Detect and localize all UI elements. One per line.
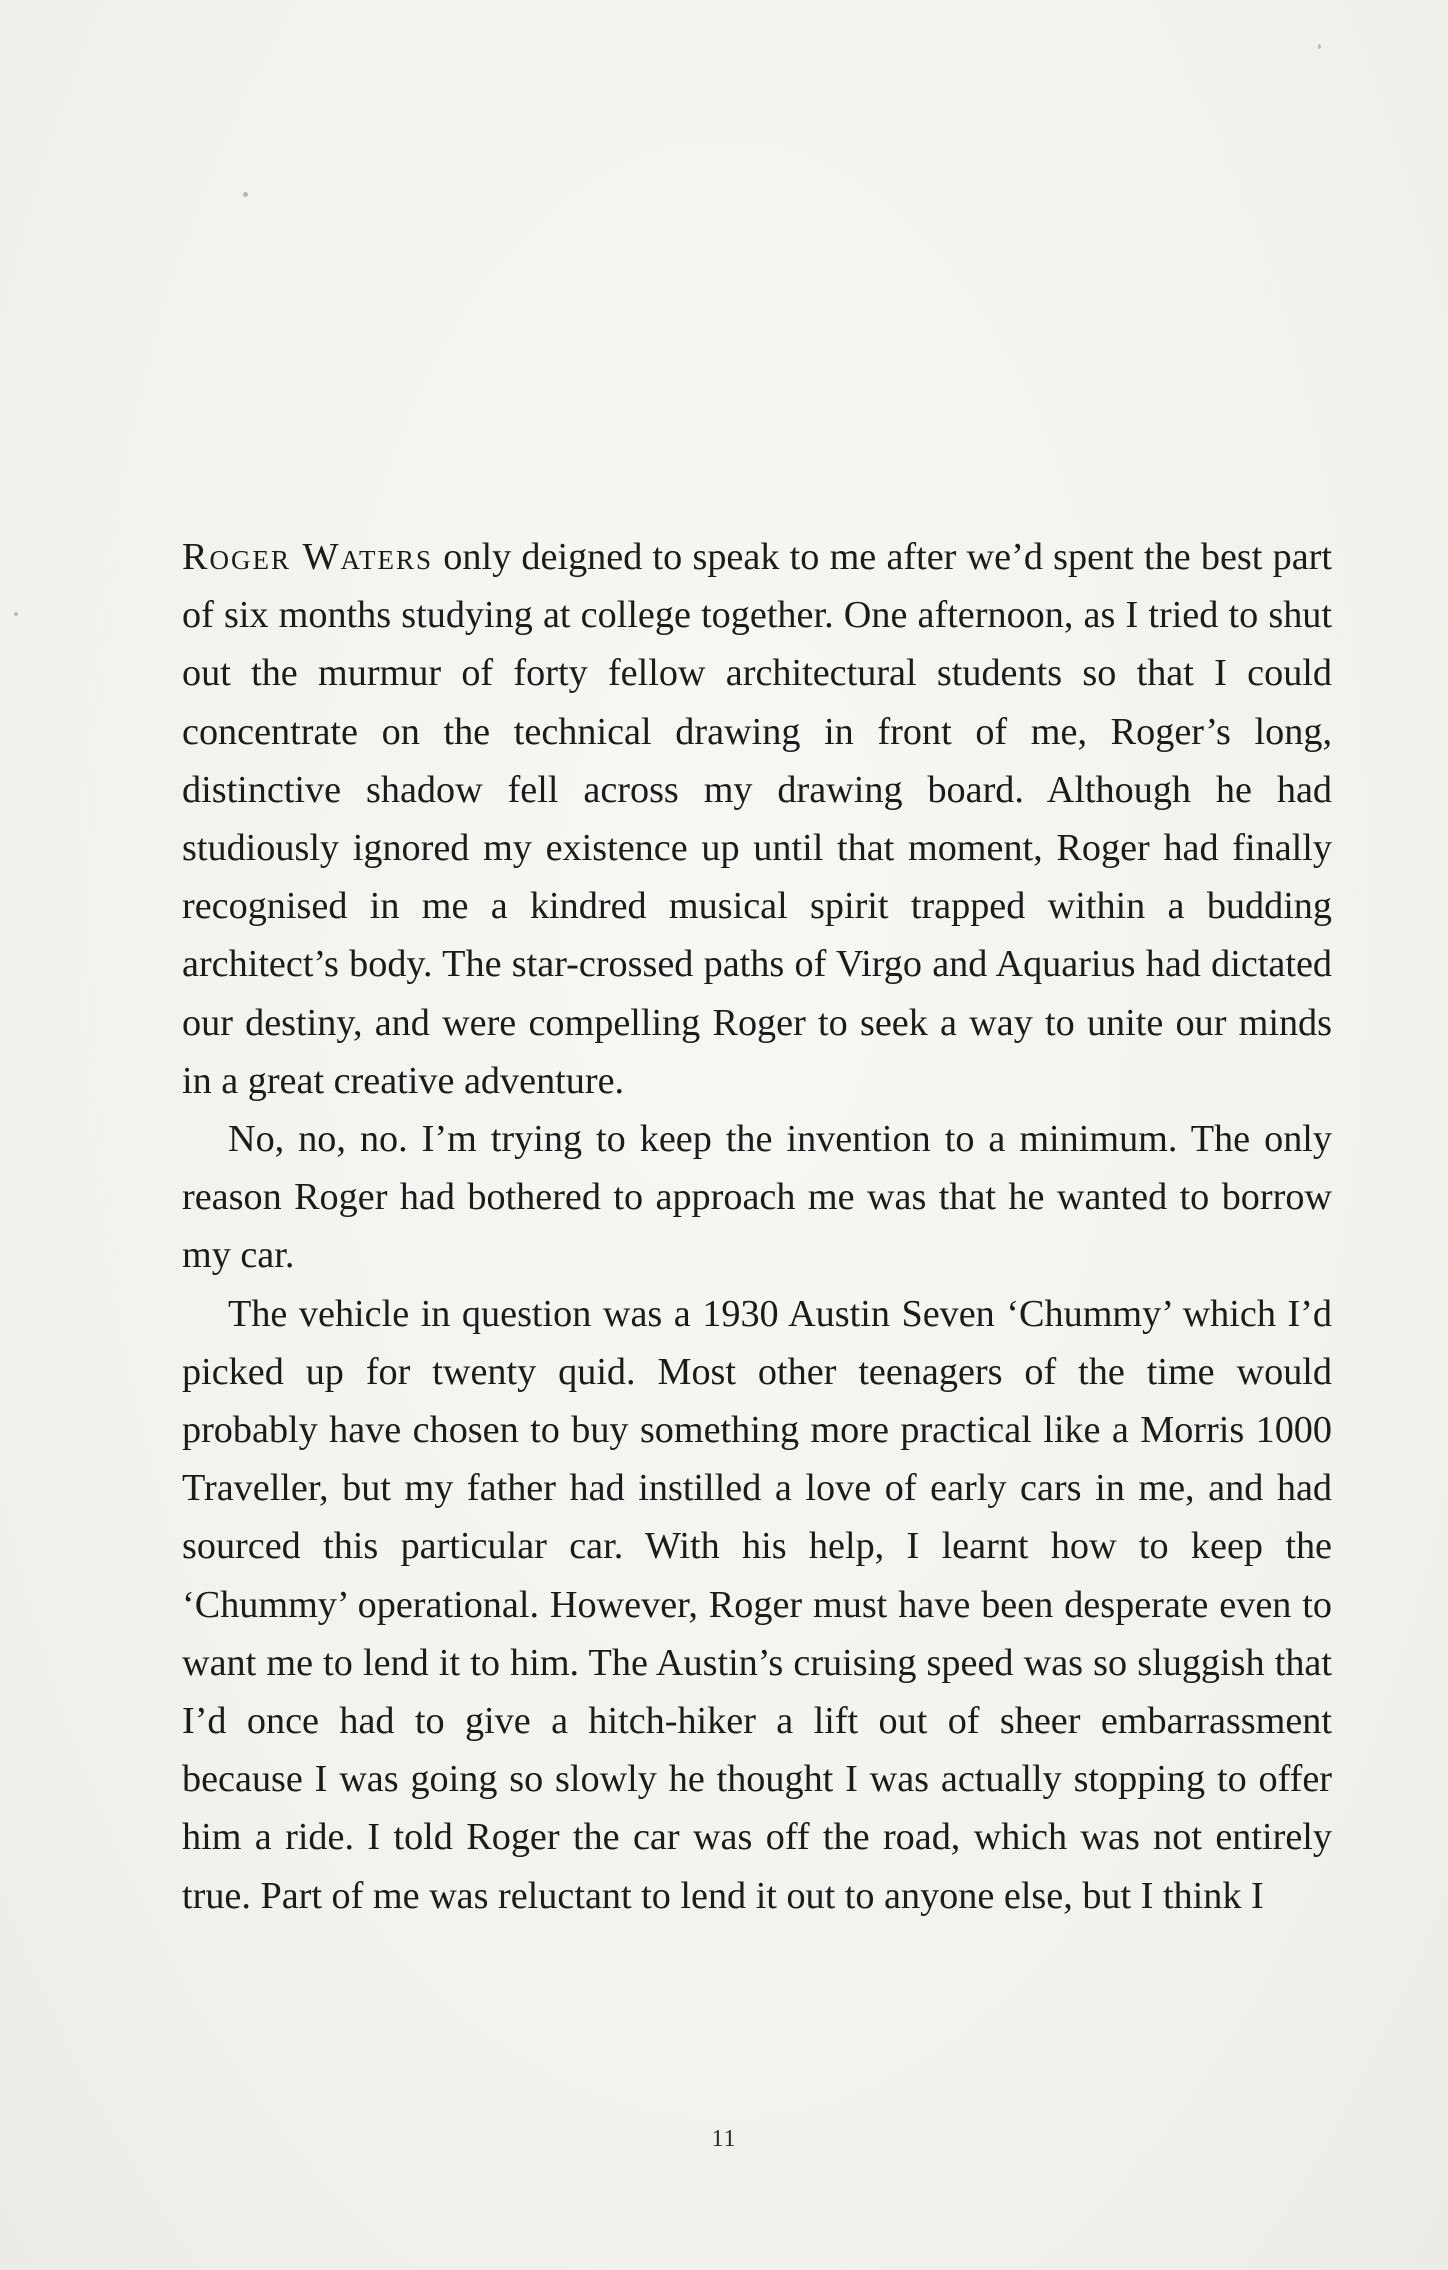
paragraph: The vehicle in question was a 1930 Austin Seven ‘Chummy’ which I’d picked up for twenty quid. Most other teenagers of the time would probably have chosen to buy something more practical like a Morris 1000 Traveller, but my father had instilled a love of early cars in me, and had sourced this particular car. With his help, I learnt how to keep the ‘Chummy’ operational. However, Roger must have been desperate even to want me to lend it to him. The Austin’s cruising speed was so sluggish that I’d once had to give a hitch-hiker a lift out of sheer embarrassment because I was going so slowly he thought I was actually stopping to offer him a ride. I told Roger the car was off the road, which was not entirely true. Part of me was reluctant to lend it out to anyone else, but I think I — [182, 1292, 1332, 1917]
opening-small-caps: Roger Waters — [182, 536, 434, 578]
body-text — [182, 528, 1332, 1925]
paragraph: No, no, no. I’m trying to keep the invention to a minimum. The only reason Roger had bothered to approach me was that he wanted to borrow my car. — [182, 1118, 1332, 1277]
page-number: 11 — [711, 2126, 737, 2152]
scan-speck — [1318, 44, 1321, 49]
opening-text: only deigned to speak to me after we’d spent the best part of six months studying at college together. One afternoon, as I tried to shut out the murmur of forty fellow architectural students so that I could concentrate on the technical drawing in front of me, Roger’s long, distinctive shadow fell across my drawing board. Although he had studiously ignored my existence up until that moment, Roger had finally recognised in me a kindred musical spirit trapped within a budding architect’s body. The star-crossed paths of Virgo and Aquarius had dictated our destiny, and were compelling Roger to seek a way to unite our minds in a great creative adventure. — [182, 536, 1332, 1102]
opening-paragraph — [182, 528, 1332, 1110]
scan-speck — [14, 612, 18, 616]
scan-speck — [243, 192, 248, 197]
